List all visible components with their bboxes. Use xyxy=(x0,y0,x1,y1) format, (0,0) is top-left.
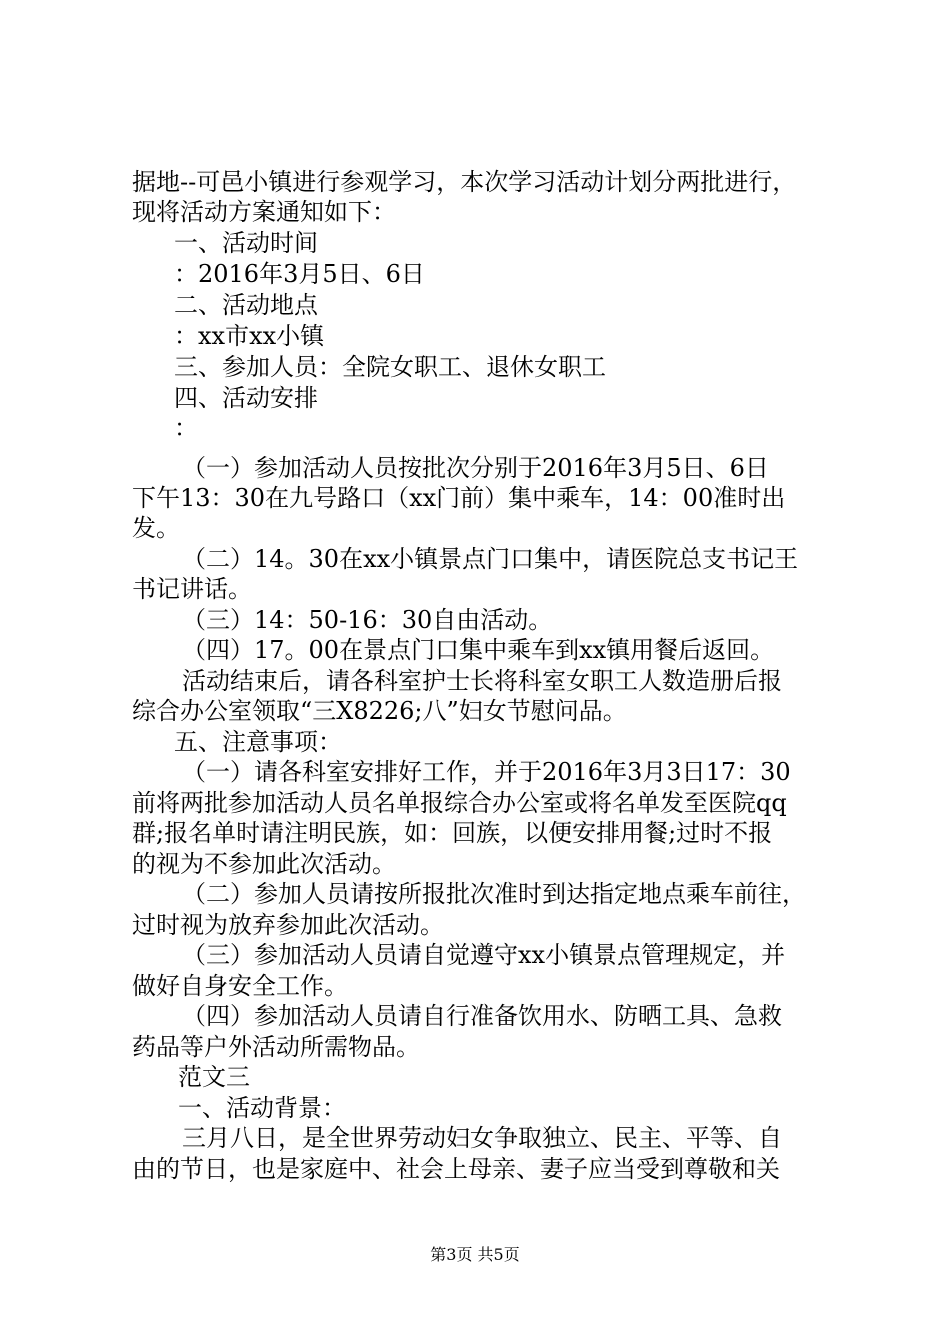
text-line: 现将活动方案通知如下： xyxy=(132,198,396,226)
section-heading-notes: 五、注意事项： xyxy=(174,728,342,756)
text-line: （三）参加活动人员请自觉遵守xx小镇景点管理规定，并 xyxy=(182,941,786,969)
section-heading-background: 一、活动背景： xyxy=(178,1094,346,1122)
text-line: 群;报名单时请注明民族，如：回族，以便安排用餐;过时不报 xyxy=(132,819,773,847)
text-line: 的视为不参加此次活动。 xyxy=(132,850,396,878)
section-heading-arrangement: 四、活动安排 xyxy=(174,384,318,412)
text-line: 下午13：30在九号路口（xx门前）集中乘车，14：00准时出 xyxy=(132,484,786,512)
section-title-sample-three: 范文三 xyxy=(178,1063,250,1091)
text-line: 书记讲话。 xyxy=(132,575,252,603)
text-line: 三月八日，是全世界劳动妇女争取独立、民主、平等、自 xyxy=(182,1124,782,1152)
text-line: 前将两批参加活动人员名单报综合办公室或将名单发至医院qq xyxy=(132,789,787,817)
text-line: ：2016年3月5日、6日 xyxy=(174,260,425,288)
text-line: ： xyxy=(174,414,198,442)
text-line: 过时视为放弃参加此次活动。 xyxy=(132,911,444,939)
section-heading-time: 一、活动时间 xyxy=(174,229,318,257)
text-line: ：xx市xx小镇 xyxy=(174,322,325,350)
text-line: （四）17。00在景点门口集中乘车到xx镇用餐后返回。 xyxy=(182,636,775,664)
text-line: 发。 xyxy=(132,514,180,542)
text-line: （一）参加活动人员按批次分别于2016年3月5日、6日 xyxy=(182,454,769,482)
text-line: （三）14：50-16：30自由活动。 xyxy=(182,606,553,634)
text-line: 做好自身安全工作。 xyxy=(132,972,348,1000)
text-line: 药品等户外活动所需物品。 xyxy=(132,1033,420,1061)
text-line: 活动结束后，请各科室护士长将科室女职工人数造册后报 xyxy=(182,667,782,695)
text-line: 综合办公室领取“三X8226;八”妇女节慰问品。 xyxy=(132,697,627,725)
text-line: 由的节日，也是家庭中、社会上母亲、妻子应当受到尊敬和关 xyxy=(132,1155,780,1183)
text-line: 据地--可邑小镇进行参观学习，本次学习活动计划分两批进行， xyxy=(132,168,797,196)
text-line: （一）请各科室安排好工作，并于2016年3月3日17：30 xyxy=(182,758,791,786)
page-footer: 第3页 共5页 xyxy=(430,1245,520,1264)
section-heading-participants: 三、参加人员：全院女职工、退休女职工 xyxy=(174,353,606,381)
text-line: （二）14。30在xx小镇景点门口集中，请医院总支书记王 xyxy=(182,545,799,573)
text-line: （四）参加活动人员请自行准备饮用水、防晒工具、急救 xyxy=(182,1002,782,1030)
section-heading-location: 二、活动地点 xyxy=(174,291,318,319)
text-line: （二）参加人员请按所报批次准时到达指定地点乘车前往， xyxy=(182,880,806,908)
